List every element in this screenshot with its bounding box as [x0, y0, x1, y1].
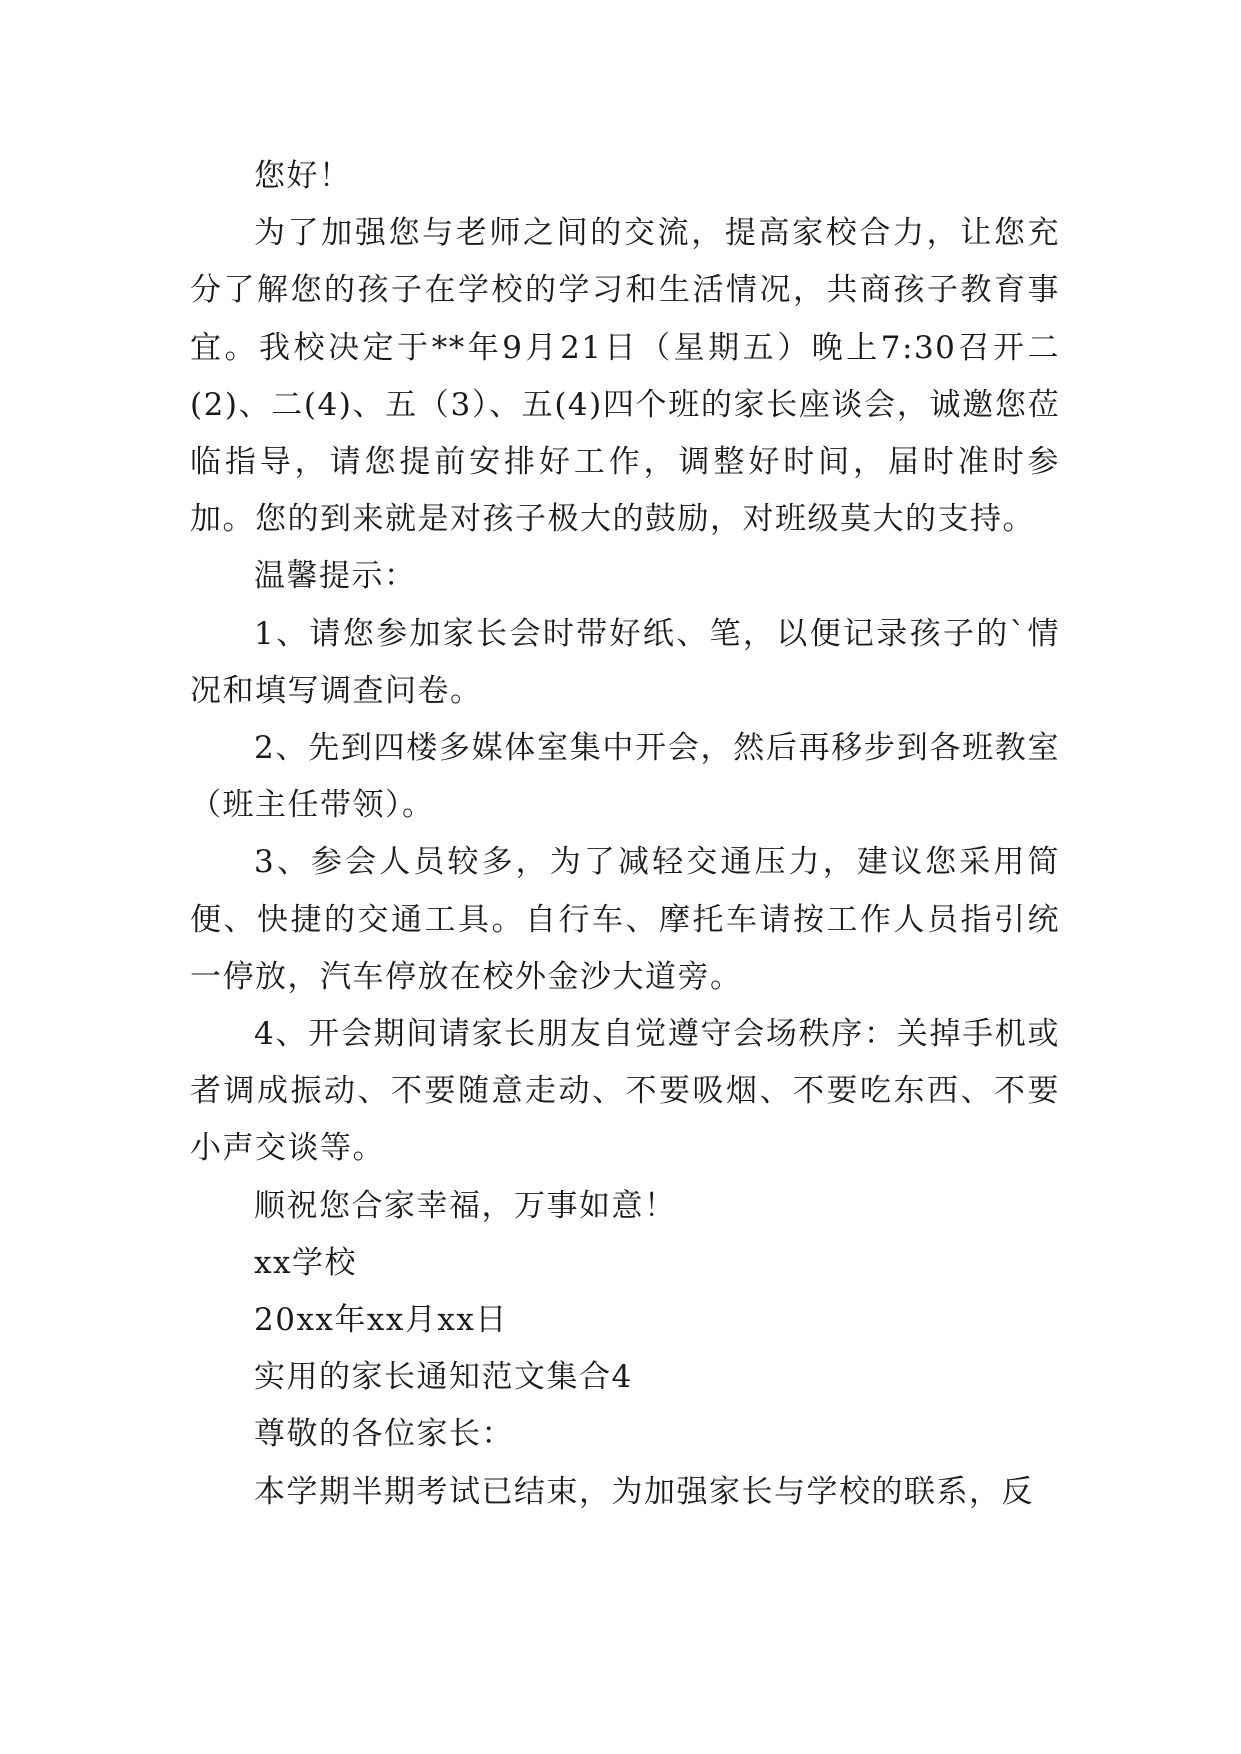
- tip-item-1: 1、请您参加家长会时带好纸、笔，以便记录孩子的`情况和填写调查问卷。: [190, 615, 1060, 709]
- signature-school: xx学校: [254, 1244, 357, 1281]
- tip-item-3: 3、参会人员较多，为了减轻交通压力，建议您采用简便、快捷的交通工具。自行车、摩托车请按工作人员指引统一停放，汽车停放在校外金沙大道旁。: [190, 844, 1060, 995]
- tips-heading: 温馨提示：: [254, 558, 417, 595]
- signature-date: 20xx年xx月xx日: [254, 1302, 508, 1339]
- closing-line: 顺祝您合家幸福，万事如意！: [254, 1187, 677, 1224]
- tip-item-4: 4、开会期间请家长朋友自觉遵守会场秩序：关掉手机或者调成振动、不要随意走动、不要吸烟、不要吃东西、不要小声交谈等。: [190, 1016, 1060, 1167]
- next-notice-title: 实用的家长通知范文集合4: [254, 1359, 633, 1396]
- next-notice-paragraph: 本学期半期考试已结束，为加强家长与学校的联系，反: [254, 1473, 1034, 1510]
- intro-paragraph: 为了加强您与老师之间的交流，提高家校合力，让您充分了解您的孩子在学校的学习和生活情况，共商孩子教育事宜。我校决定于**年9月21日（星期五）晚上7:30召开二(2)、二(4)、五（3）、五(4)四个班的家长座谈会，诚邀您莅临指导，请您提前安排好工作，调整好时间，届时准时参加。您的到来就是对孩子极大的鼓励，对班级莫大的支持。: [190, 215, 1060, 538]
- document-body: [190, 148, 1060, 1521]
- greeting: 您好！: [254, 158, 352, 194]
- tip-item-2: 2、先到四楼多媒体室集中开会，然后再移步到各班教室（班主任带领）。: [190, 730, 1060, 824]
- next-notice-salutation: 尊敬的各位家长：: [254, 1416, 514, 1453]
